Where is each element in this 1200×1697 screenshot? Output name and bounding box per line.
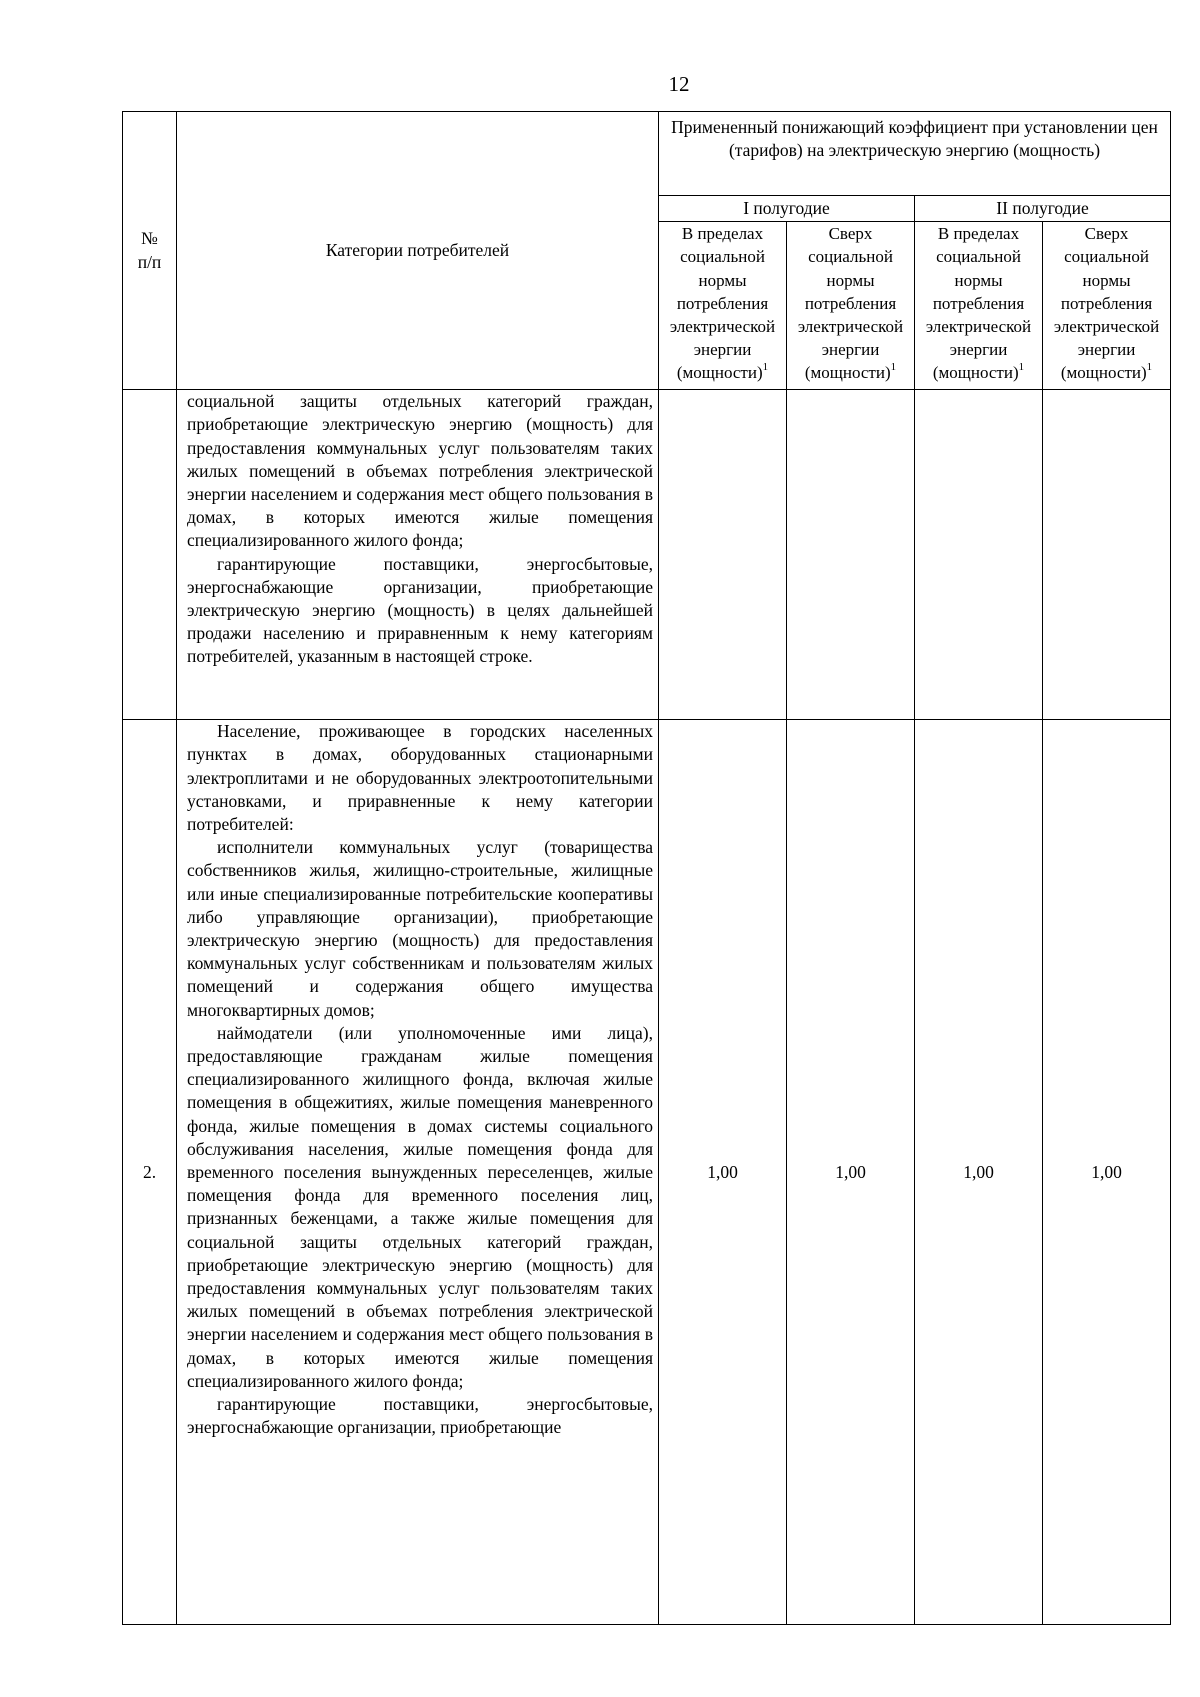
header-sub-line: электрической <box>1053 317 1160 337</box>
category-paragraph: гарантирующие поставщики, энергосбытовые, энергоснабжающие организации, приобретающие <box>187 1394 653 1438</box>
header-sub-line: Сверх <box>1084 224 1129 244</box>
header-sub-line: энергии <box>1077 340 1136 360</box>
header-sub-line: нормы <box>698 270 747 290</box>
header-sub-line: В пределах <box>681 224 764 244</box>
category-paragraph: гарантирующие поставщики, энергосбытовые, энергоснабжающие организации, приобретающие электрическую энергию (мощность) в целях дальнейшей продажи населению и приравненным к нему категориям потребителей, указанным в настоящей строке. <box>187 553 653 667</box>
header-sub-line: (мощности)$^1$ <box>676 361 769 383</box>
header-sub-line: Сверх <box>828 224 873 244</box>
tariff-coefficient-table <box>122 111 1171 1625</box>
value-h1-within <box>659 390 787 720</box>
category-paragraph: социальной защиты отдельных категорий граждан, приобретающие электрическую энергию (мощность) для предоставления коммунальных услуг пользователям таких жилых помещений в объемах потребления электрической энергии населением и содержания мест общего пользования в домах, в которых имеются жилые помещения специализированного жилого фонда; <box>187 391 653 551</box>
header-sub-line: социальной <box>1064 247 1149 267</box>
value-h2-within <box>915 390 1043 720</box>
page-number: 12 <box>668 72 690 96</box>
header-coefficient-title: Примененный понижающий коэффициент при установлении цен (тарифов) на электрическую энергию (мощность) <box>659 112 1171 196</box>
header-sub-line: потребления <box>932 293 1025 313</box>
header-sub-line: (мощности)$^1$ <box>804 361 897 383</box>
header-h1-within-norm <box>659 222 787 390</box>
header-sub-line: электрической <box>925 317 1032 337</box>
value-h1-above <box>787 390 915 720</box>
footnote-mark: 1 <box>1018 361 1025 374</box>
header-sub-line: потребления <box>804 293 897 313</box>
header-sub-line: энергии <box>949 340 1008 360</box>
row-number: 2. <box>123 720 177 1625</box>
value-h2-above <box>1043 390 1171 720</box>
row-number <box>123 390 177 720</box>
category-paragraph: Население, проживающее в городских населенных пунктах в домах, оборудованных стационарными электроплитами и не оборудованных электроотопительными установками, и приравненные к нему категории потребителей: <box>187 721 653 835</box>
category-paragraph: исполнители коммунальных услуг (товарищества собственников жилья, жилищно-строительные, жилищные или иные специализированные потребительские кооперативы либо управляющие организации), приобретающие электрическую энергию (мощность) для предоставления коммунальных услуг собственникам и пользователям жилых помещений и содержания общего имущества многоквартирных домов; <box>187 837 653 1020</box>
row-category-text <box>177 390 659 720</box>
footnote-mark: 1 <box>1146 361 1153 374</box>
footnote-mark: 1 <box>890 361 897 374</box>
header-sub-line: социальной <box>680 247 765 267</box>
header-sub-line: (мощности)$^1$ <box>932 361 1025 383</box>
header-sub-line: нормы <box>826 270 875 290</box>
header-sub-line: потребления <box>676 293 769 313</box>
row-category-text <box>177 720 659 1625</box>
header-h2-within-norm <box>915 222 1043 390</box>
header-h1-above-norm <box>787 222 915 390</box>
value-h2-within: 1,00 <box>915 720 1043 1625</box>
header-sub-line: В пределах <box>937 224 1020 244</box>
value-h1-above: 1,00 <box>787 720 915 1625</box>
table-row <box>123 390 1171 720</box>
header-category-column: Категории потребителей <box>177 112 659 390</box>
value-h2-above: 1,00 <box>1043 720 1171 1625</box>
header-half-year-2: II полугодие <box>915 196 1171 222</box>
header-sub-line: электрической <box>797 317 904 337</box>
header-sub-line: (мощности)$^1$ <box>1060 361 1153 383</box>
footnote-mark: 1 <box>762 361 769 374</box>
header-sub-line: социальной <box>936 247 1021 267</box>
header-sub-line: электрической <box>669 317 776 337</box>
header-sub-line: энергии <box>693 340 752 360</box>
header-sub-line: энергии <box>821 340 880 360</box>
header-h2-above-norm <box>1043 222 1171 390</box>
value-h1-within: 1,00 <box>659 720 787 1625</box>
category-paragraph: наймодатели (или уполномоченные ими лица), предоставляющие гражданам жилые помещения специализированного жилищного фонда, включая жилые помещения в общежитиях, жилые помещения маневренного фонда, жилые помещения в домах системы социального обслуживания населения, жилые помещения фонда для временного поселения вынужденных переселенцев, жилые помещения фонда для временного поселения лиц, признанных беженцами, а также жилые помещения для социальной защиты отдельных категорий граждан, приобретающие электрическую энергию (мощность) для предоставления коммунальных услуг пользователям таких жилых помещений в объемах потребления электрической энергии населением и содержания мест общего пользования в домах, в которых имеются жилые помещения специализированного жилого фонда; <box>187 1022 653 1391</box>
header-sub-line: нормы <box>1082 270 1131 290</box>
header-sub-line: потребления <box>1060 293 1153 313</box>
header-sub-line: нормы <box>954 270 1003 290</box>
header-number-column: № п/п <box>123 112 177 390</box>
header-sub-line: социальной <box>808 247 893 267</box>
header-half-year-1: I полугодие <box>659 196 915 222</box>
table-row <box>123 720 1171 1625</box>
